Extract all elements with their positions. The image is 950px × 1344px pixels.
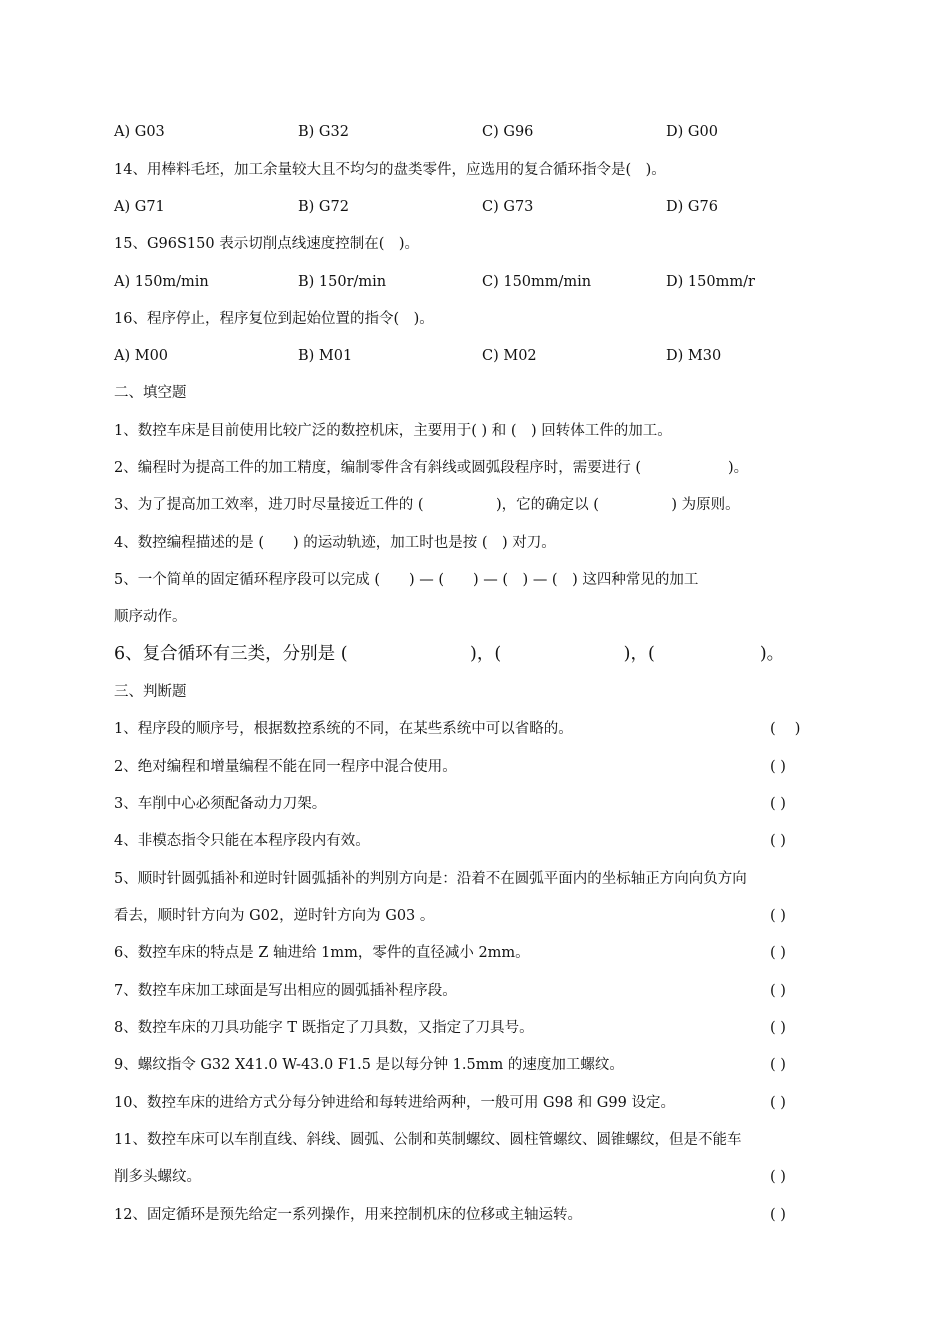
option-b: B) G32	[298, 124, 349, 140]
answer-parenthesis: ( )	[770, 1057, 786, 1073]
answer-parenthesis: ( )	[770, 833, 786, 849]
answer-parenthesis: ( )	[770, 1020, 786, 1036]
fill-item-continuation: 顺序动作。	[114, 609, 187, 625]
option-b: B) M01	[298, 348, 353, 364]
option-c: C) 150mm/min	[482, 274, 592, 290]
question-16: 16、程序停止，程序复位到起始位置的指令( )。	[114, 311, 434, 327]
answer-parenthesis: ( )	[770, 759, 786, 775]
option-d: D) M30	[666, 348, 722, 364]
judge-item-text: 6、数控车床的特点是 Z 轴进给 1mm，零件的直径减小 2mm。	[114, 945, 530, 961]
option-d: D) G76	[666, 199, 718, 215]
fill-item: 1、数控车床是目前使用比较广泛的数控机床，主要用于( ) 和 ( ) 回转体工件的加工。	[114, 423, 672, 439]
judge-item-text: 10、数控车床的进给方式分每分钟进给和每转进给两种，一般可用 G98 和 G99 设定。	[114, 1095, 675, 1111]
section-2-title: 二、填空题	[114, 385, 187, 401]
judge-item-text: 5、顺时针圆弧插补和逆时针圆弧插补的判别方向是：沿着不在圆弧平面内的坐标轴正方向向负方向	[114, 871, 747, 887]
option-d: D) 150mm/r	[666, 274, 755, 290]
judge-item-text: 1、程序段的顺序号，根据数控系统的不同，在某些系统中可以省略的。	[114, 721, 573, 737]
judge-item-text: 8、数控车床的刀具功能字 T 既指定了刀具数，又指定了刀具号。	[114, 1020, 534, 1036]
judge-item-text: 看去，顺时针方向为 G02，逆时针方向为 G03 。	[114, 908, 435, 924]
judge-item-text: 9、螺纹指令 G32 X41.0 W-43.0 F1.5 是以每分钟 1.5mm 的速度加工螺纹。	[114, 1057, 624, 1073]
judge-item-text: 7、数控车床加工球面是写出相应的圆弧插补程序段。	[114, 983, 457, 999]
judge-item-text: 3、车削中心必须配备动力刀架。	[114, 796, 327, 812]
judge-item-text: 2、绝对编程和增量编程不能在同一程序中混合使用。	[114, 759, 457, 775]
option-d: D) G00	[666, 124, 718, 140]
fill-item: 5、一个简单的固定循环程序段可以完成 ( ) — ( ) — ( ) — ( ) 这四种常见的加工	[114, 572, 699, 588]
answer-parenthesis: ( )	[770, 1095, 786, 1111]
answer-parenthesis: ( )	[770, 721, 801, 737]
option-a: A) G71	[114, 199, 165, 215]
fill-item: 3、为了提高加工效率，进刀时尽量接近工件的 ( )，它的确定以 ( ) 为原则。	[114, 497, 740, 513]
answer-parenthesis: ( )	[770, 1207, 786, 1223]
fill-item: 4、数控编程描述的是 ( ) 的运动轨迹，加工时也是按 ( ) 对刀。	[114, 535, 556, 551]
option-a: A) 150m/min	[114, 274, 209, 290]
judge-item-text: 削多头螺纹。	[114, 1169, 201, 1185]
option-c: C) M02	[482, 348, 537, 364]
judge-item-text: 12、固定循环是预先给定一系列操作，用来控制机床的位移或主轴运转。	[114, 1207, 582, 1223]
option-b: B) 150r/min	[298, 274, 387, 290]
question-15: 15、G96S150 表示切削点线速度控制在( )。	[114, 236, 420, 252]
fill-item: 2、编程时为提高工件的加工精度，编制零件含有斜线或圆弧段程序时，需要进行 ( )。	[114, 460, 749, 476]
option-c: C) G73	[482, 199, 534, 215]
answer-parenthesis: ( )	[770, 945, 786, 961]
option-b: B) G72	[298, 199, 349, 215]
question-14: 14、用棒料毛坯，加工余量较大且不均匀的盘类零件，应选用的复合循环指令是( )。	[114, 162, 666, 178]
option-a: A) G03	[114, 124, 165, 140]
option-a: A) M00	[114, 348, 169, 364]
answer-parenthesis: ( )	[770, 796, 786, 812]
section-3-title: 三、判断题	[114, 684, 187, 700]
answer-parenthesis: ( )	[770, 983, 786, 999]
judge-item-text: 11、数控车床可以车削直线、斜线、圆弧、公制和英制螺纹、圆柱管螺纹、圆锥螺纹，但是不能车	[114, 1132, 742, 1148]
answer-parenthesis: ( )	[770, 1169, 786, 1185]
option-c: C) G96	[482, 124, 534, 140]
answer-parenthesis: ( )	[770, 908, 786, 924]
fill-item: 6、复合循环有三类，分别是 ( )，( )，( )。	[114, 644, 785, 664]
judge-item-text: 4、非模态指令只能在本程序段内有效。	[114, 833, 370, 849]
